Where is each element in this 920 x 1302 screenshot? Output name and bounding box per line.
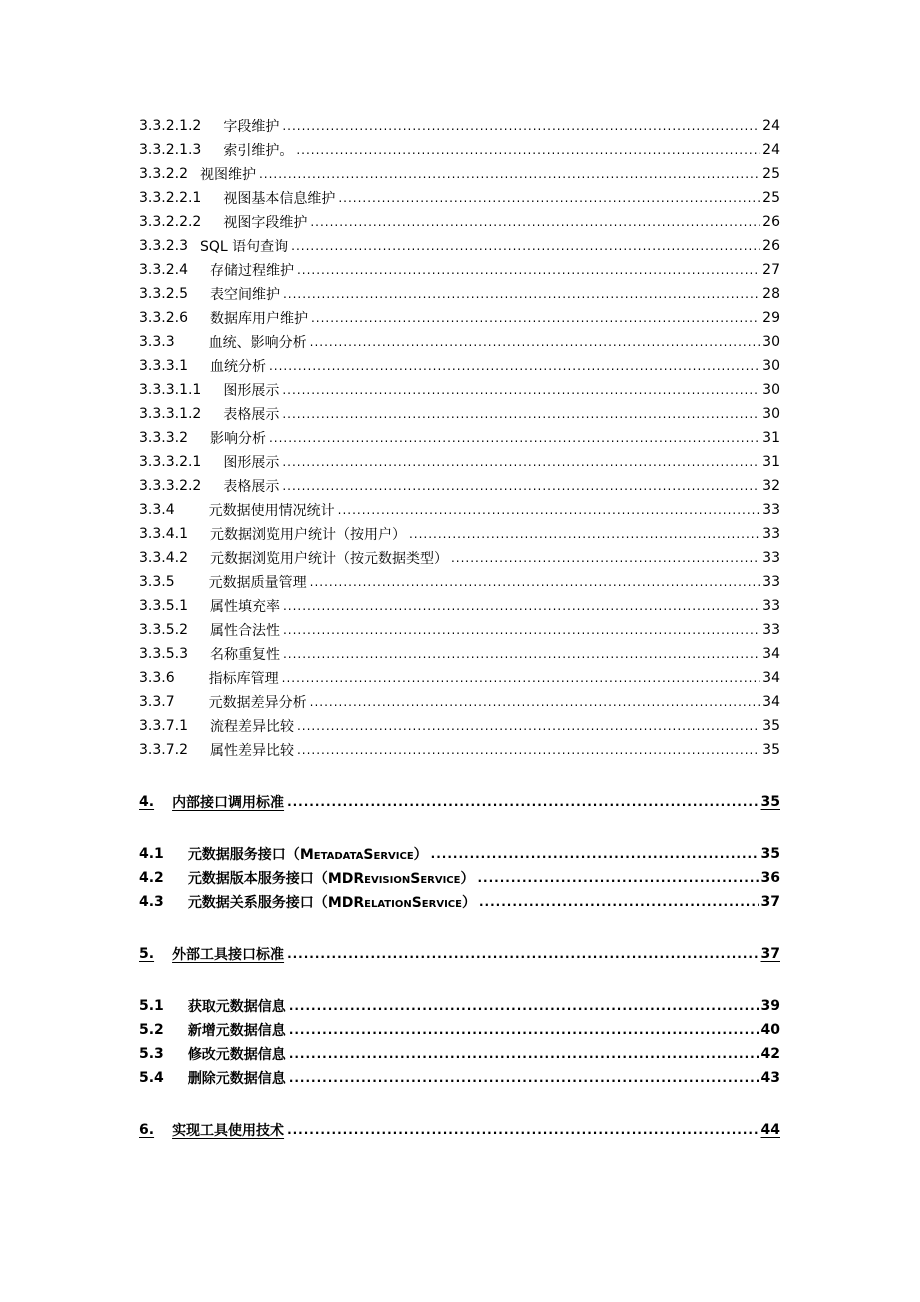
toc-dot-leader [282, 479, 760, 493]
toc-entry[interactable] [139, 1066, 780, 1090]
toc-entry-number: 3.3.3.2.1 [139, 454, 202, 470]
toc-dot-leader [282, 383, 760, 397]
toc-entry-number: 3.3.5.1 [139, 598, 188, 614]
toc-dot-leader [310, 695, 761, 709]
toc-entry-page: 42 [760, 1046, 780, 1062]
toc-dot-leader [297, 719, 760, 733]
table-of-contents [139, 114, 780, 1142]
toc-entry-number: 3.3.3.2.2 [139, 478, 202, 494]
toc-entry[interactable] [139, 942, 780, 966]
toc-entry-number: 4.3 [139, 894, 164, 910]
toc-dot-leader [259, 167, 760, 181]
toc-entry-number: 3.3.5 [139, 574, 175, 590]
toc-entry-title: 实现工具使用技术 [172, 1123, 285, 1139]
toc-dot-leader [310, 335, 761, 349]
toc-dot-leader [289, 1071, 759, 1085]
toc-entry-page: 24 [762, 142, 780, 158]
toc-dot-leader [297, 743, 760, 757]
toc-dot-leader [311, 311, 760, 325]
toc-entry-page: 33 [762, 526, 780, 542]
toc-entry[interactable] [139, 402, 780, 426]
toc-dot-leader [283, 287, 760, 301]
toc-entry-page: 33 [762, 574, 780, 590]
toc-entry-page: 37 [760, 946, 780, 962]
toc-entry-title: 视图维护 [199, 167, 256, 183]
toc-entry-number: 3.3.4.1 [139, 526, 188, 542]
toc-entry-number: 3.3.6 [139, 670, 175, 686]
toc-entry-page: 26 [762, 238, 780, 254]
toc-entry-title: 图形展示 [223, 455, 280, 471]
toc-dot-leader [282, 119, 760, 133]
toc-dot-leader [409, 527, 760, 541]
toc-entry[interactable] [139, 114, 780, 138]
toc-dot-leader [289, 1023, 759, 1037]
toc-entry-number: 6. [139, 1122, 155, 1138]
toc-entry[interactable] [139, 426, 780, 450]
toc-entry-page: 34 [762, 646, 780, 662]
toc-entry[interactable] [139, 594, 780, 618]
toc-entry-page: 36 [760, 870, 780, 886]
toc-entry-number: 3.3.2.4 [139, 262, 188, 278]
toc-entry[interactable] [139, 618, 780, 642]
toc-dot-leader [477, 871, 758, 885]
toc-entry-number: 3.3.2.3 [139, 238, 188, 254]
toc-entry-page: 34 [762, 694, 780, 710]
toc-entry-title: 指标库管理 [208, 671, 279, 687]
toc-entry[interactable] [139, 306, 780, 330]
toc-entry[interactable] [139, 690, 780, 714]
toc-entry-title: 影响分析 [209, 431, 266, 447]
toc-entry-page: 40 [760, 1022, 780, 1038]
toc-entry-page: 33 [762, 598, 780, 614]
toc-entry-title: 血统、影响分析 [208, 335, 307, 351]
toc-entry[interactable] [139, 738, 780, 762]
toc-entry-page: 27 [762, 262, 780, 278]
toc-entry-page: 30 [762, 406, 780, 422]
toc-entry-page: 30 [762, 358, 780, 374]
toc-entry-number: 3.3.2.1.3 [139, 142, 202, 158]
toc-entry-title: 元数据浏览用户统计（按元数据类型） [209, 551, 448, 567]
toc-entry-page: 25 [762, 190, 780, 206]
toc-dot-leader [431, 847, 759, 861]
toc-dot-leader [338, 191, 760, 205]
toc-entry[interactable] [139, 378, 780, 402]
toc-entry-number: 3.3.3.1.1 [139, 382, 202, 398]
toc-entry-title: 修改元数据信息 [187, 1047, 286, 1063]
toc-entry-title: 视图字段维护 [223, 215, 308, 231]
toc-entry[interactable] [139, 994, 780, 1018]
toc-entry-number: 3.3.2.6 [139, 310, 188, 326]
toc-entry-page: 37 [760, 894, 780, 910]
toc-entry-page: 44 [760, 1122, 780, 1138]
toc-entry-title: 获取元数据信息 [187, 999, 286, 1015]
toc-dot-leader [282, 671, 761, 685]
toc-entry-title: 新增元数据信息 [187, 1023, 286, 1039]
toc-entry[interactable] [139, 1018, 780, 1042]
toc-entry[interactable] [139, 866, 780, 890]
toc-entry[interactable] [139, 258, 780, 282]
toc-dot-leader [283, 623, 760, 637]
toc-entry-page: 33 [762, 502, 780, 518]
toc-entry[interactable] [139, 842, 780, 866]
toc-entry[interactable] [139, 330, 780, 354]
toc-entry-title: 属性填充率 [209, 599, 280, 615]
toc-entry-title: 数据库用户维护 [209, 311, 308, 327]
toc-entry[interactable] [139, 790, 780, 814]
toc-dot-leader [287, 795, 758, 809]
toc-entry-page: 29 [762, 310, 780, 326]
toc-dot-leader [282, 455, 760, 469]
toc-entry[interactable] [139, 714, 780, 738]
toc-dot-leader [451, 551, 760, 565]
toc-entry-page: 34 [762, 670, 780, 686]
toc-entry[interactable] [139, 666, 780, 690]
toc-dot-leader [338, 503, 761, 517]
section-spacer [139, 914, 780, 942]
toc-entry-number: 3.3.4 [139, 502, 175, 518]
toc-entry-number: 3.3.4.2 [139, 550, 188, 566]
toc-entry-number: 3.3.2.5 [139, 286, 188, 302]
toc-entry-number: 4. [139, 794, 155, 810]
toc-entry-title: 表空间维护 [209, 287, 280, 303]
toc-entry-title: 存储过程维护 [209, 263, 294, 279]
toc-entry-page: 24 [762, 118, 780, 134]
toc-entry-number: 4.1 [139, 846, 164, 862]
toc-entry-title: 元数据使用情况统计 [208, 503, 335, 519]
toc-entry-page: 33 [762, 622, 780, 638]
toc-entry-title: 属性差异比较 [209, 743, 294, 759]
section-spacer [139, 966, 780, 994]
toc-entry-page: 39 [760, 998, 780, 1014]
toc-entry[interactable] [139, 474, 780, 498]
toc-entry-number: 3.3.7.2 [139, 742, 188, 758]
toc-entry[interactable] [139, 162, 780, 186]
toc-entry-page: 43 [760, 1070, 780, 1086]
toc-entry-page: 31 [762, 454, 780, 470]
toc-dot-leader [283, 599, 760, 613]
toc-entry-title: 视图基本信息维护 [223, 191, 336, 207]
toc-entry-title: SQL 语句查询 [199, 239, 289, 255]
toc-entry-title: 血统分析 [209, 359, 266, 375]
toc-entry-title: 元数据质量管理 [208, 575, 307, 591]
toc-entry-title: 内部接口调用标准 [172, 795, 285, 811]
toc-entry[interactable] [139, 570, 780, 594]
toc-entry-title: 属性合法性 [209, 623, 280, 639]
toc-entry[interactable] [139, 498, 780, 522]
toc-entry-title: 元数据差异分析 [208, 695, 307, 711]
toc-entry[interactable] [139, 642, 780, 666]
toc-entry-title: 外部工具接口标准 [172, 947, 285, 963]
toc-entry-page: 25 [762, 166, 780, 182]
toc-entry-number: 4.2 [139, 870, 164, 886]
toc-dot-leader [269, 359, 760, 373]
toc-entry-number: 5.4 [139, 1070, 164, 1086]
section-spacer [139, 1090, 780, 1118]
toc-dot-leader [289, 1047, 759, 1061]
section-spacer [139, 814, 780, 842]
toc-dot-leader [289, 999, 759, 1013]
toc-entry-title: 流程差异比较 [209, 719, 294, 735]
toc-entry-page: 30 [762, 334, 780, 350]
toc-dot-leader [282, 407, 760, 421]
toc-dot-leader [269, 431, 760, 445]
toc-dot-leader [297, 263, 760, 277]
toc-entry-number: 3.3.2.2 [139, 166, 188, 182]
toc-entry[interactable] [139, 450, 780, 474]
toc-entry-number: 3.3.3 [139, 334, 175, 350]
toc-entry-page: 28 [762, 286, 780, 302]
toc-entry-number: 5.3 [139, 1046, 164, 1062]
toc-entry-page: 30 [762, 382, 780, 398]
toc-dot-leader [291, 239, 760, 253]
toc-entry-title: 元数据版本服务接口（MDRevisionService） [187, 871, 475, 887]
toc-entry-page: 35 [762, 718, 780, 734]
toc-entry-number: 3.3.7.1 [139, 718, 188, 734]
toc-dot-leader [287, 947, 758, 961]
toc-entry[interactable] [139, 522, 780, 546]
toc-entry-number: 3.3.3.1 [139, 358, 188, 374]
toc-entry-page: 35 [760, 794, 780, 810]
toc-entry[interactable] [139, 890, 780, 914]
toc-entry-number: 5. [139, 946, 155, 962]
toc-entry-page: 26 [762, 214, 780, 230]
toc-entry-number: 3.3.5.3 [139, 646, 188, 662]
toc-entry[interactable] [139, 210, 780, 234]
toc-entry-title: 元数据浏览用户统计（按用户） [209, 527, 406, 543]
toc-entry-title: 表格展示 [223, 479, 280, 495]
toc-entry[interactable] [139, 546, 780, 570]
toc-entry-title: 名称重复性 [209, 647, 280, 663]
toc-entry[interactable] [139, 186, 780, 210]
toc-dot-leader [310, 575, 761, 589]
toc-entry-title: 图形展示 [223, 383, 280, 399]
toc-entry-page: 31 [762, 430, 780, 446]
toc-entry-title: 索引维护。 [223, 143, 294, 159]
toc-entry-number: 3.3.2.1.2 [139, 118, 202, 134]
toc-entry-page: 33 [762, 550, 780, 566]
toc-entry-number: 5.2 [139, 1022, 164, 1038]
toc-entry-number: 3.3.5.2 [139, 622, 188, 638]
toc-dot-leader [479, 895, 759, 909]
toc-dot-leader [310, 215, 760, 229]
toc-entry[interactable] [139, 354, 780, 378]
toc-dot-leader [287, 1123, 758, 1137]
toc-entry-number: 3.3.2.2.1 [139, 190, 202, 206]
toc-entry-number: 3.3.2.2.2 [139, 214, 202, 230]
toc-dot-leader [296, 143, 760, 157]
toc-entry-page: 32 [762, 478, 780, 494]
section-spacer [139, 762, 780, 790]
toc-entry-title: 删除元数据信息 [187, 1071, 286, 1087]
toc-entry-title: 元数据关系服务接口（MDRelationService） [187, 895, 476, 911]
toc-entry[interactable] [139, 282, 780, 306]
toc-entry-number: 3.3.3.2 [139, 430, 188, 446]
toc-entry-title: 元数据服务接口（MetadataService） [187, 847, 428, 863]
toc-entry-number: 5.1 [139, 998, 164, 1014]
toc-entry[interactable] [139, 1042, 780, 1066]
toc-entry-number: 3.3.7 [139, 694, 175, 710]
toc-entry-page: 35 [760, 846, 780, 862]
toc-entry[interactable] [139, 138, 780, 162]
toc-entry[interactable] [139, 1118, 780, 1142]
toc-entry-page: 35 [762, 742, 780, 758]
toc-dot-leader [283, 647, 760, 661]
toc-entry-title: 表格展示 [223, 407, 280, 423]
toc-entry-title: 字段维护 [223, 119, 280, 135]
toc-entry[interactable] [139, 234, 780, 258]
toc-entry-number: 3.3.3.1.2 [139, 406, 202, 422]
